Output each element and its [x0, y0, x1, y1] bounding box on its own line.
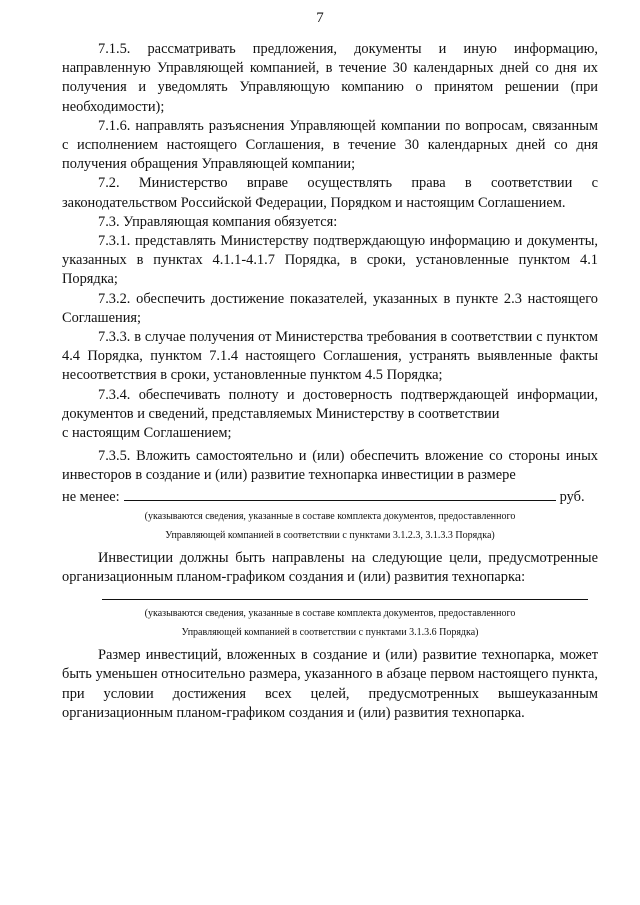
investment-amount-line [62, 486, 598, 507]
investment-amount-blank [124, 486, 556, 501]
paragraph-7-3-1: 7.3.1. представлять Министерству подтверждающую информацию и документы, указанных в пунктах 4.1.1-4.1.7 Порядка, в сроки, установленные пунктом 4.1 Порядка; [62, 233, 598, 288]
footnote-1-line-2: Управляющей компанией в соответствии с пунктами 3.1.2.3, 3.1.3.3 Порядка) [165, 529, 495, 541]
paragraph-7-3: 7.3. Управляющая компания обязуется: [98, 213, 338, 230]
investment-amount-prefix: не менее: [62, 488, 120, 505]
paragraph-7-3-4: 7.3.4. обеспечивать полноту и достоверность подтверждающей информации, документов и сведений, представляемых Министерству в соответствии [62, 386, 598, 422]
paragraph-7-1-6: 7.1.6. направлять разъяснения Управляющей компании по вопросам, связанным с исполнением настоящего Соглашения, в течение 30 календарных дней со дня получения обращения Управляющей компании; [62, 117, 598, 173]
paragraph-7-3-5: 7.3.5. Вложить самостоятельно и (или) обеспечить вложение со стороны иных инвесторов в создание и (или) развитие технопарка инвестиции в размере [62, 448, 598, 484]
page-number: 7 [316, 10, 324, 26]
document-body [62, 40, 598, 723]
investment-amount-unit: руб. [559, 488, 585, 505]
paragraph-7-3-3: 7.3.3. в случае получения от Министерства требования в соответствии с пунктом 4.4 Порядка, пунктом 7.1.4 настоящего Соглашения, устранять выявленные факты несоответствия в сроки, установленные пунктом 4.5 Порядка; [62, 329, 598, 384]
investment-goals-blank [102, 599, 588, 600]
paragraph-7-3-2: 7.3.2. обеспечить достижение показателей, указанных в пункте 2.3 настоящего Соглашения; [62, 290, 598, 326]
paragraph-investment-size: Размер инвестиций, вложенных в создание и (или) развитие технопарка, может быть уменьшен относительно размера, указанного в абзаце первом настоящего пункта, при условии достижения всех целей, предусмотренных вышеуказанным организационным планом-графиком создания и (или) развития технопарка. [62, 647, 598, 721]
footnote-2-line-1: (указываются сведения, указанные в составе комплекта документов, предоставленного [144, 608, 516, 620]
footnote-1-line-1: (указываются сведения, указанные в составе комплекта документов, предоставленного [144, 510, 516, 522]
footnote-2-line-2: Управляющей компанией в соответствии с пунктами 3.1.3.6 Порядка) [181, 627, 479, 639]
paragraph-7-2: 7.2. Министерство вправе осуществлять права в соответствии с законодательством Российской Федерации, Порядком и настоящим Соглашением. [62, 175, 598, 211]
paragraph-7-3-4-continuation: с настоящим Соглашением; [62, 425, 232, 442]
paragraph-7-1-5: 7.1.5. рассматривать предложения, документы и иную информацию, направленную Управляющей компанией, в течение 30 календарных дней со дня их получения и уведомлять Управляющую компанию о принятом решении (при необходимости); [62, 41, 598, 115]
paragraph-investment-goals: Инвестиции должны быть направлены на следующие цели, предусмотренные организационным планом-графиком создания и (или) развития технопарка: [62, 549, 598, 586]
